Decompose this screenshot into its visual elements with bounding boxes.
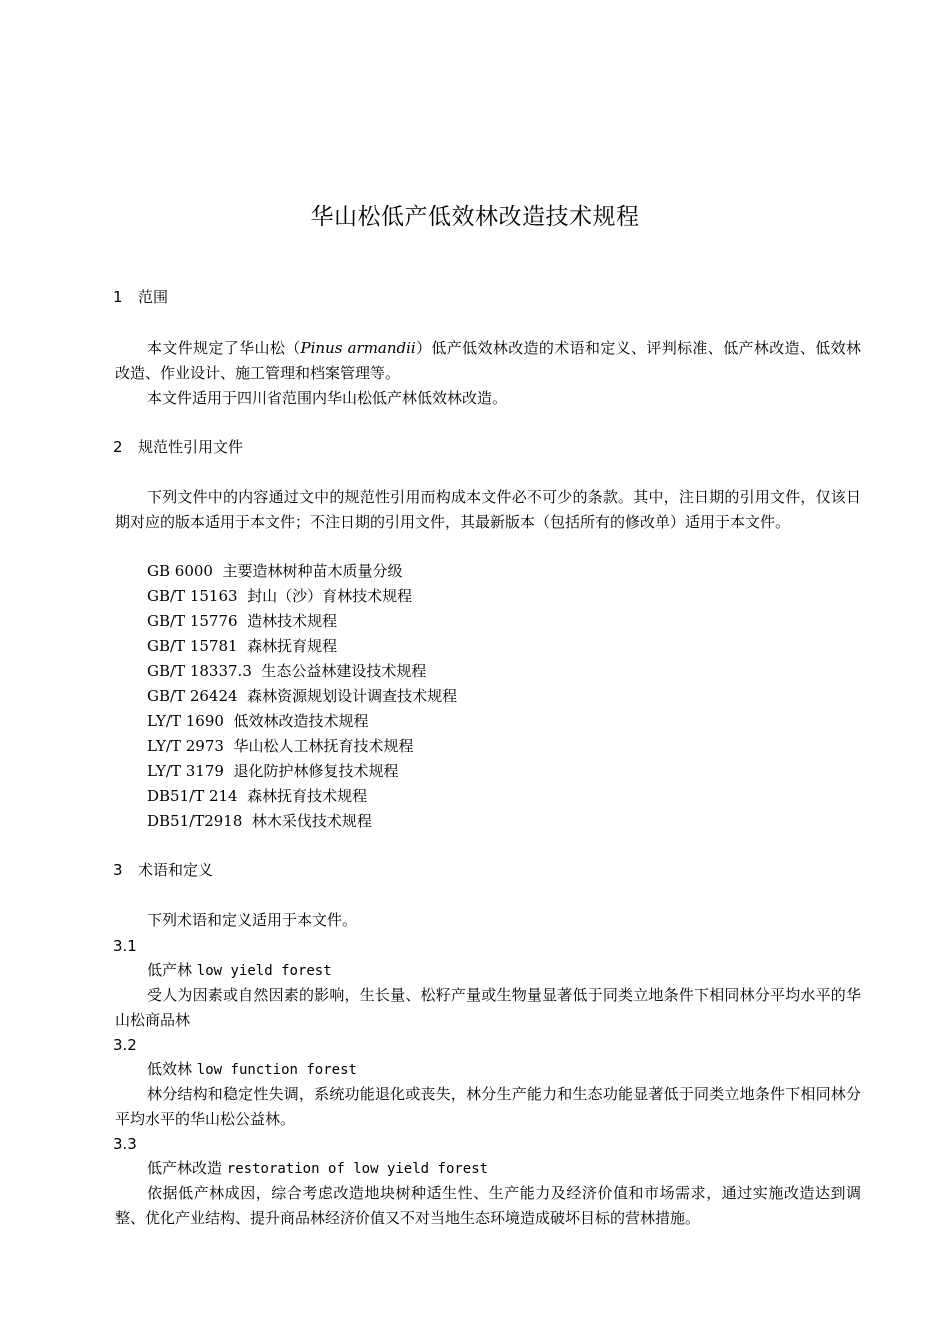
section-number: 3: [113, 861, 123, 879]
term-heading: [147, 959, 332, 982]
reference-item: LY/T 3179 退化防护林修复技术规程: [147, 762, 399, 780]
reference-item: GB/T 15781 森林抚育规程: [147, 637, 338, 655]
clause-number: 3.2: [113, 1036, 137, 1054]
section-title: 规范性引用文件: [138, 438, 244, 456]
reference-item: GB 6000 主要造林树种苗木质量分级: [147, 562, 403, 580]
term-zh: 低产林: [147, 961, 193, 979]
term-heading: [147, 1157, 488, 1180]
term-heading: [147, 1058, 357, 1081]
section-title: 术语和定义: [138, 861, 214, 879]
reference-item: DB51/T2918 林木采伐技术规程: [147, 812, 372, 830]
term-en: low function forest: [196, 1062, 357, 1078]
reference-item: DB51/T 214 森林抚育技术规程: [147, 787, 368, 805]
section-number: 2: [113, 438, 123, 456]
reference-item: GB/T 26424 森林资源规划设计调查技术规程: [147, 687, 458, 705]
clause-number: 3.3: [113, 1135, 137, 1153]
term-definition: 受人为因素或自然因素的影响，生长量、松籽产量或生物量显著低于同类立地条件下相同林分平均水平的华山松商品林: [115, 986, 861, 1029]
scope-paragraph-2: 本文件适用于四川省范围内华山松低产林低效林改造。: [147, 389, 508, 407]
term-definition: 依据低产林成因，综合考虑改造地块树种适生性、生产能力及经济价值和市场需求，通过实施改造达到调整、优化产业结构、提升商品林经济价值又不对当地生态环境造成破坏目标的营林措施。: [115, 1184, 861, 1227]
references-intro: 下列文件中的内容通过文中的规范性引用而构成本文件必不可少的条款。其中，注日期的引用文件，仅该日期对应的版本适用于本文件；不注日期的引用文件，其最新版本（包括所有的修改单）适用于本文件。: [115, 488, 861, 531]
term-zh: 低效林: [147, 1060, 193, 1078]
reference-item: GB/T 18337.3 生态公益林建设技术规程: [147, 662, 427, 680]
reference-item: LY/T 2973 华山松人工林抚育技术规程: [147, 737, 414, 755]
term-definition: 林分结构和稳定性失调，系统功能退化或丧失，林分生产能力和生态功能显著低于同类立地条件下相同林分平均水平的华山松公益林。: [115, 1085, 861, 1128]
scope-paragraph-1: 本文件规定了华山松（Pinus armandii）低产低效林改造的术语和定义、评判标准、低产林改造、低效林改造、作业设计、施工管理和档案管理等。: [115, 339, 861, 382]
clause-number: 3.1: [113, 937, 137, 955]
document-title: 华山松低产低效林改造技术规程: [310, 204, 640, 230]
section-1-heading: [113, 286, 168, 308]
section-3-heading: [113, 859, 213, 881]
terms-intro: 下列术语和定义适用于本文件。: [147, 911, 358, 929]
section-title: 范围: [138, 288, 169, 306]
reference-item: LY/T 1690 低效林改造技术规程: [147, 712, 369, 730]
term-zh: 低产林改造: [147, 1159, 223, 1177]
reference-item: GB/T 15163 封山（沙）育林技术规程: [147, 587, 413, 605]
latin-name: Pinus armandii: [300, 339, 416, 357]
reference-item: GB/T 15776 造林技术规程: [147, 612, 338, 630]
term-en: low yield forest: [196, 963, 332, 979]
section-2-heading: [113, 436, 243, 458]
section-number: 1: [113, 288, 123, 306]
term-en: restoration of low yield forest: [226, 1161, 489, 1177]
